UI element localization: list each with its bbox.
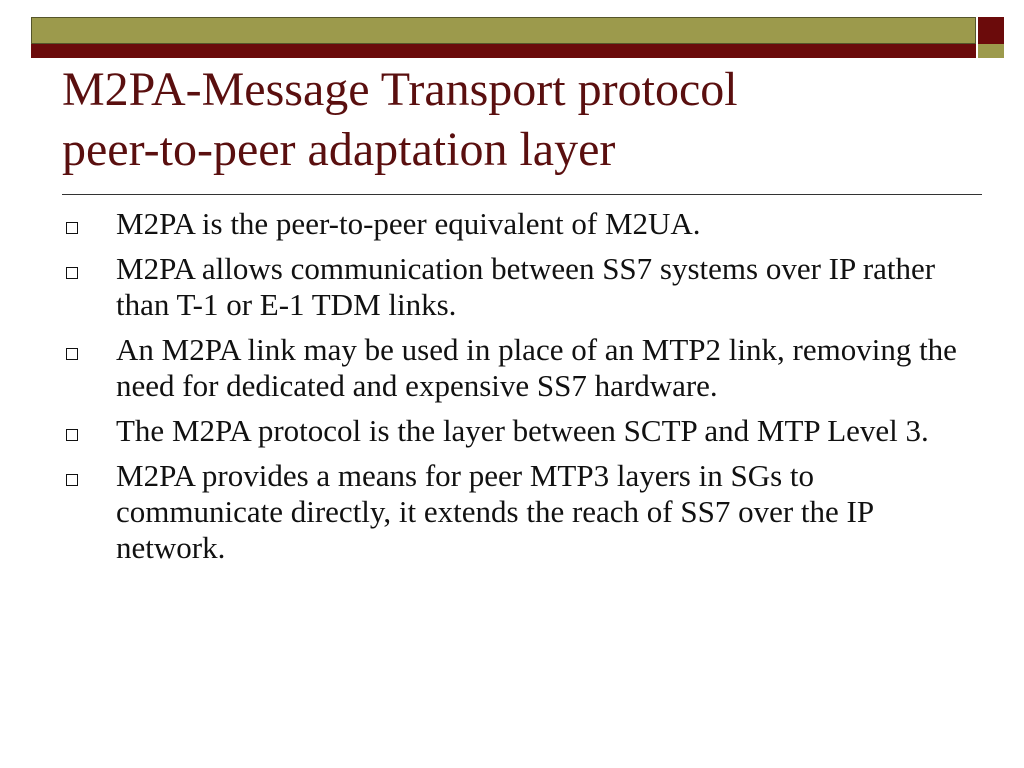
hollow-square-bullet-icon [66, 222, 78, 234]
bullet-item [66, 413, 966, 449]
header-band-olive [31, 17, 976, 44]
hollow-square-bullet-icon [66, 429, 78, 441]
bullet-item [66, 251, 966, 323]
corner-block-maroon [978, 17, 1004, 44]
bullet-item [66, 206, 966, 242]
bullet-list [66, 206, 966, 575]
hollow-square-bullet-icon [66, 348, 78, 360]
title-line: peer-to-peer adaptation layer [62, 123, 616, 176]
slide-title [62, 60, 982, 180]
bullet-text: An M2PA link may be used in place of an MTP2 link, removing the need for dedicated and expensive SS7 hardware. [116, 332, 957, 403]
title-divider [62, 194, 982, 195]
bullet-text: The M2PA protocol is the layer between SCTP and MTP Level 3. [116, 413, 929, 448]
bullet-item [66, 332, 966, 404]
bullet-text: M2PA is the peer-to-peer equivalent of M2UA. [116, 206, 701, 241]
hollow-square-bullet-icon [66, 474, 78, 486]
bullet-item [66, 458, 966, 566]
bullet-text: M2PA allows communication between SS7 systems over IP rather than T-1 or E-1 TDM links. [116, 251, 936, 322]
hollow-square-bullet-icon [66, 267, 78, 279]
corner-block-olive [978, 44, 1004, 58]
header-band-maroon [31, 44, 976, 58]
bullet-text: M2PA provides a means for peer MTP3 layers in SGs to communicate directly, it extends the reach of SS7 over the IP network. [116, 458, 873, 565]
title-line: M2PA-Message Transport protocol [62, 63, 738, 116]
